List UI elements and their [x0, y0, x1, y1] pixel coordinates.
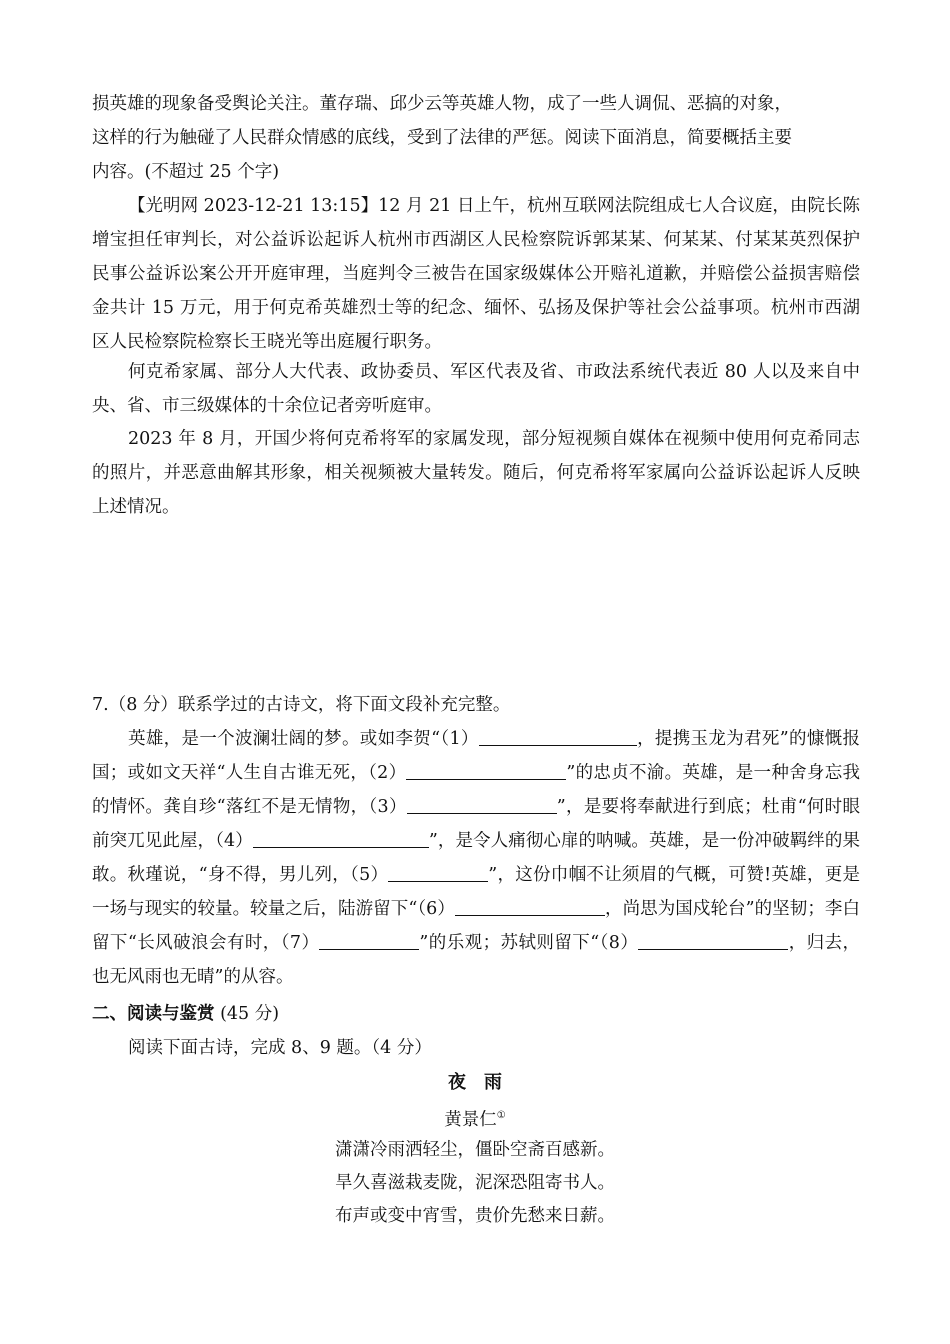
section-2-score: (45 分): [220, 1004, 280, 1024]
question-7-title: 7.（8 分）联系学过的古诗文，将下面文段补充完整。: [92, 695, 511, 715]
passage-segment-2: ，提携玉龙为君死”的慷慨报国；或如文天祥“人生自古谁无死，（2）: [92, 729, 860, 783]
question-7-passage: [92, 722, 860, 994]
answer-blank-7[interactable]: [319, 929, 419, 950]
passage-segment-3: ”的忠贞不渝。英雄，是一种舍身忘我的情怀。龚自珍“落红不是无情物，（3）: [92, 763, 860, 817]
section-2-instruction: 阅读下面古诗，完成 8、9 题。（4 分）: [128, 1038, 432, 1058]
poem-author: [0, 1099, 950, 1137]
passage-segment-5: ”，是令人痛彻心扉的呐喊。英雄，是一份冲破羁绊的果敢。秋瑾说，“身不得，男儿列，（5）: [92, 831, 860, 885]
poem-title: 夜 雨: [448, 1072, 502, 1093]
answer-blank-1[interactable]: [479, 725, 637, 746]
answer-blank-5[interactable]: [388, 861, 488, 882]
poem-note-mark: ①: [496, 1110, 506, 1121]
section-2-heading: [92, 997, 860, 1031]
answer-blank-4[interactable]: [253, 827, 429, 848]
news-paragraph-2: 何克希家属、部分人大代表、政协委员、军区代表及省、市政法系统代表近 80 人以及来自中央、省、市三级媒体的十余位记者旁听庭审。: [92, 362, 860, 416]
passage-segment-9: ，归去，也无风雨也无晴”的从容。: [92, 933, 860, 987]
poem-line-3: 布声或变中宵雪，贵价先愁来日薪。: [335, 1206, 615, 1226]
section-2-title: 二、阅读与鉴赏: [92, 1004, 215, 1024]
news-paragraph-1: 【光明网 2023-12-21 13:15】12 月 21 日上午，杭州互联网法院组成七人合议庭，由院长陈增宝担任审判长，对公益诉讼起诉人杭州市西湖区人民检察院诉郭某某、何某某、付某某英烈保护民事公益诉讼案公开开庭审理，当庭判令三被告在国家级媒体公开赔礼道歉，并赔偿公益损害赔偿金共计 15 万元，用于何克希英雄烈士等的纪念、缅怀、弘扬及保护等社会公益事项。杭州市西湖区人民检察院检察长王晓光等出庭履行职务。: [92, 196, 860, 352]
passage-segment-1: 英雄，是一个波澜壮阔的梦。或如李贺“（1）: [128, 729, 479, 749]
news-paragraph-3: 2023 年 8 月，开国少将何克希将军的家属发现，部分短视频自媒体在视频中使用何克希同志的照片，并恶意曲解其形象，相关视频被大量转发。随后，何克希将军家属向公益诉讼起诉人反映上述情况。: [92, 429, 860, 517]
intro-line-1: 损英雄的现象备受舆论关注。董存瑞、邱少云等英雄人物，成了一些人调侃、恶搞的对象，: [92, 94, 792, 114]
passage-segment-6: ”，这份巾帼不让须眉的气概，可赞!英雄，更是一场与现实的较量。较量之后，陆游留下“（6）: [92, 865, 860, 919]
poem-line-1: 潇潇冷雨洒轻尘，僵卧空斋百感新。: [335, 1140, 615, 1160]
answer-blank-6[interactable]: [455, 895, 605, 916]
passage-segment-7: ，尚思为国戍轮台”的坚韧；李白留下“长风破浪会有时，（7）: [92, 899, 860, 953]
passage-segment-8: ”的乐观；苏轼则留下“（8）: [419, 933, 639, 953]
poem-line-2: 旱久喜滋栽麦陇，泥深恐阻寄书人。: [335, 1173, 615, 1193]
passage-segment-4: ”，是要将奉献进行到底；杜甫“何时眼前突兀见此屋，（4）: [92, 797, 860, 851]
intro-line-3: 内容。(不超过 25 个字): [92, 162, 280, 182]
poem-author-name: 黄景仁: [444, 1109, 497, 1130]
answer-blank-2[interactable]: [406, 759, 566, 780]
answer-blank-3[interactable]: [407, 793, 557, 814]
intro-line-2: 这样的行为触碰了人民群众情感的底线，受到了法律的严惩。阅读下面消息，简要概括主要: [92, 128, 792, 148]
answer-blank-8[interactable]: [638, 929, 788, 950]
